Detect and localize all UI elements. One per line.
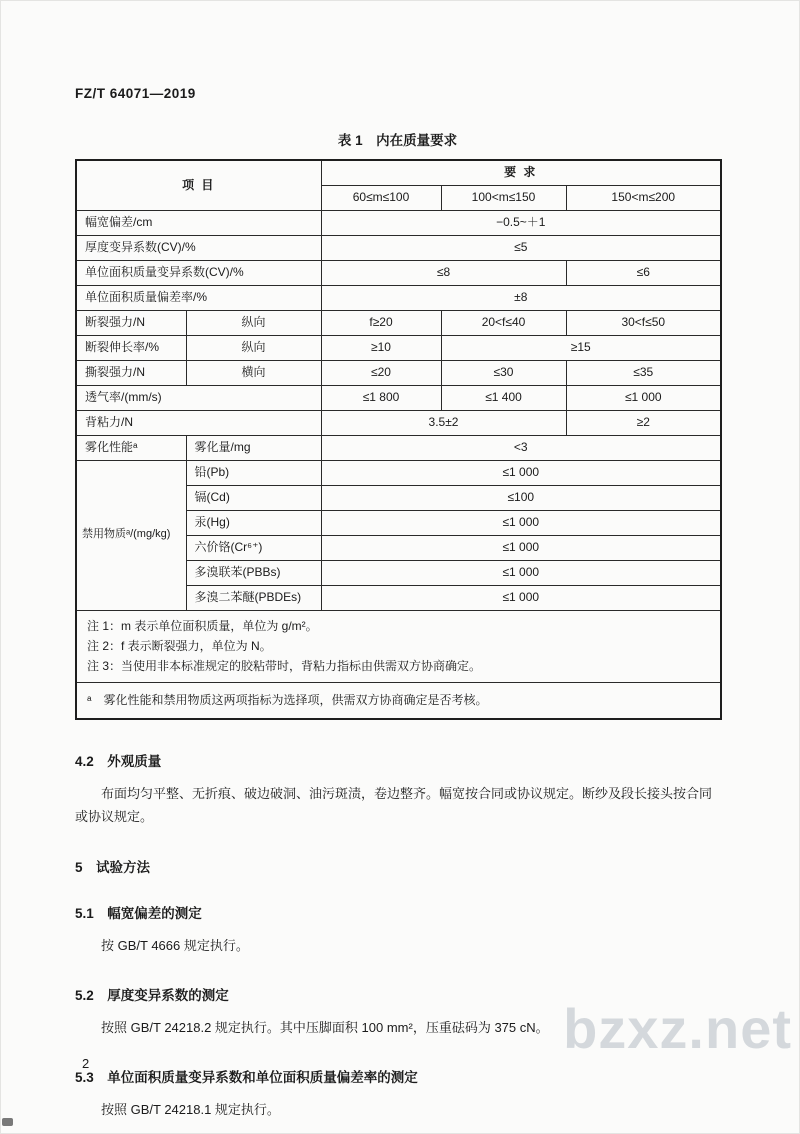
banned-value-pbdes: ≤1 000 <box>321 585 721 610</box>
table-row <box>76 410 721 435</box>
row-label-width-deviation: 幅宽偏差/cm <box>76 210 321 235</box>
banned-value-lead: ≤1 000 <box>321 460 721 485</box>
banned-item-chromium: 六价铬(Cr⁶⁺) <box>186 535 321 560</box>
value-thickness-cv: ≤5 <box>321 235 721 260</box>
table-row <box>76 335 721 360</box>
banned-item-cadmium: 镉(Cd) <box>186 485 321 510</box>
heading-5-1: 5.1 幅宽偏差的测定 <box>75 906 202 922</box>
table-caption: 表 1 内在质量要求 <box>337 133 458 148</box>
table-header-row-1 <box>76 160 721 185</box>
table-notes-row <box>76 610 721 682</box>
value-elongation-1: ≥10 <box>321 335 441 360</box>
value-elongation-2-3: ≥15 <box>441 335 721 360</box>
watermark-text: bzxz.net <box>563 997 792 1060</box>
row-label-mass-deviation: 单位面积质量偏差率/% <box>76 285 321 310</box>
value-air-permeability-1: ≤1 800 <box>321 385 441 410</box>
value-mass-cv-1-2: ≤8 <box>321 260 566 285</box>
row-label-elongation: 断裂伸长率/% <box>76 335 186 360</box>
table-row <box>76 285 721 310</box>
banned-value-pbbs: ≤1 000 <box>321 560 721 585</box>
value-air-permeability-2: ≤1 400 <box>441 385 566 410</box>
heading-5: 5 试验方法 <box>75 860 151 876</box>
banned-item-lead: 铅(Pb) <box>186 460 321 485</box>
table-row <box>76 460 721 485</box>
quality-requirements-table <box>75 159 722 720</box>
page-number: 2 <box>82 1056 90 1071</box>
table-row <box>76 260 721 285</box>
banned-value-cadmium: ≤100 <box>321 485 721 510</box>
footnote-a: ᵃ 雾化性能和禁用物质这两项指标为选择项，供需双方协商确定是否考核。 <box>87 692 488 707</box>
row-label-tear-strength: 撕裂强力/N <box>76 360 186 385</box>
paragraph-5-2: 按照 GB/T 24218.2 规定执行。其中压脚面积 100 mm²，压重砝码为 375 cN。 <box>101 1020 549 1036</box>
standard-number: FZ/T 64071—2019 <box>75 86 196 101</box>
table-row <box>76 210 721 235</box>
header-range-1: 60≤m≤100 <box>321 185 441 210</box>
row-label-fogging: 雾化性能ᵃ <box>76 435 186 460</box>
body-content <box>75 750 722 1122</box>
heading-5-3: 5.3 单位面积质量变异系数和单位面积质量偏差率的测定 <box>75 1069 418 1085</box>
value-tear-strength-1: ≤20 <box>321 360 441 385</box>
note-1: 注 1：m 表示单位面积质量，单位为 g/m²。 <box>87 618 318 633</box>
value-tear-strength-2: ≤30 <box>441 360 566 385</box>
value-mass-cv-3: ≤6 <box>566 260 721 285</box>
header-range-3: 150<m≤200 <box>566 185 721 210</box>
heading-4-2: 4.2 外观质量 <box>75 753 162 769</box>
banned-item-pbdes: 多溴二苯醚(PBDEs) <box>186 585 321 610</box>
value-breaking-strength-1: f≥20 <box>321 310 441 335</box>
heading-5-2: 5.2 厚度变异系数的测定 <box>75 988 229 1004</box>
paragraph-5-1: 按 GB/T 4666 规定执行。 <box>101 938 249 954</box>
paragraph-5-3: 按照 GB/T 24218.1 规定执行。 <box>101 1101 280 1117</box>
value-breaking-strength-2: 20<f≤40 <box>441 310 566 335</box>
row-label-breaking-strength: 断裂强力/N <box>76 310 186 335</box>
table-notes <box>76 610 721 682</box>
banned-item-pbbs: 多溴联苯(PBBs) <box>186 560 321 585</box>
note-2: 注 2：f 表示断裂强力，单位为 N。 <box>87 638 272 653</box>
direction-elongation: 纵向 <box>186 335 321 360</box>
header-range-2: 100<m≤150 <box>441 185 566 210</box>
direction-tear-strength: 横向 <box>186 360 321 385</box>
table-row <box>76 360 721 385</box>
row-label-back-adhesion: 背粘力/N <box>76 410 321 435</box>
banned-value-chromium: ≤1 000 <box>321 535 721 560</box>
row-label-banned-substances: 禁用物质ᵃ/(mg/kg) <box>76 460 186 610</box>
table-row <box>76 310 721 335</box>
value-fogging: <3 <box>321 435 721 460</box>
table-row <box>76 385 721 410</box>
banned-value-mercury: ≤1 000 <box>321 510 721 535</box>
value-breaking-strength-3: 30<f≤50 <box>566 310 721 335</box>
row-label-mass-cv: 单位面积质量变异系数(CV)/% <box>76 260 321 285</box>
value-air-permeability-3: ≤1 000 <box>566 385 721 410</box>
value-back-adhesion-1-2: 3.5±2 <box>321 410 566 435</box>
banned-item-mercury: 汞(Hg) <box>186 510 321 535</box>
value-width-deviation: −0.5~＋1 <box>321 210 721 235</box>
paragraph-4-2: 布面均匀平整、无折痕、破边破洞、油污斑渍，卷边整齐。幅宽按合同或协议规定。断纱及段长接头按合同或协议规定。 <box>75 785 713 824</box>
header-requirement: 要 求 <box>321 160 721 185</box>
note-3: 注 3：当使用非本标准规定的胶粘带时，背粘力指标由供需双方协商确定。 <box>87 659 482 674</box>
row-label-air-permeability: 透气率/(mm/s) <box>76 385 321 410</box>
header-item: 项 目 <box>76 160 321 210</box>
table-row <box>76 235 721 260</box>
scan-artifact <box>2 1118 13 1126</box>
table-footnote-row <box>76 682 721 719</box>
sub-label-fogging-amount: 雾化量/mg <box>186 435 321 460</box>
value-mass-deviation: ±8 <box>321 285 721 310</box>
table-row <box>76 435 721 460</box>
table-footnote <box>76 682 721 719</box>
value-tear-strength-3: ≤35 <box>566 360 721 385</box>
value-back-adhesion-3: ≥2 <box>566 410 721 435</box>
direction-breaking-strength: 纵向 <box>186 310 321 335</box>
row-label-thickness-cv: 厚度变异系数(CV)/% <box>76 235 321 260</box>
